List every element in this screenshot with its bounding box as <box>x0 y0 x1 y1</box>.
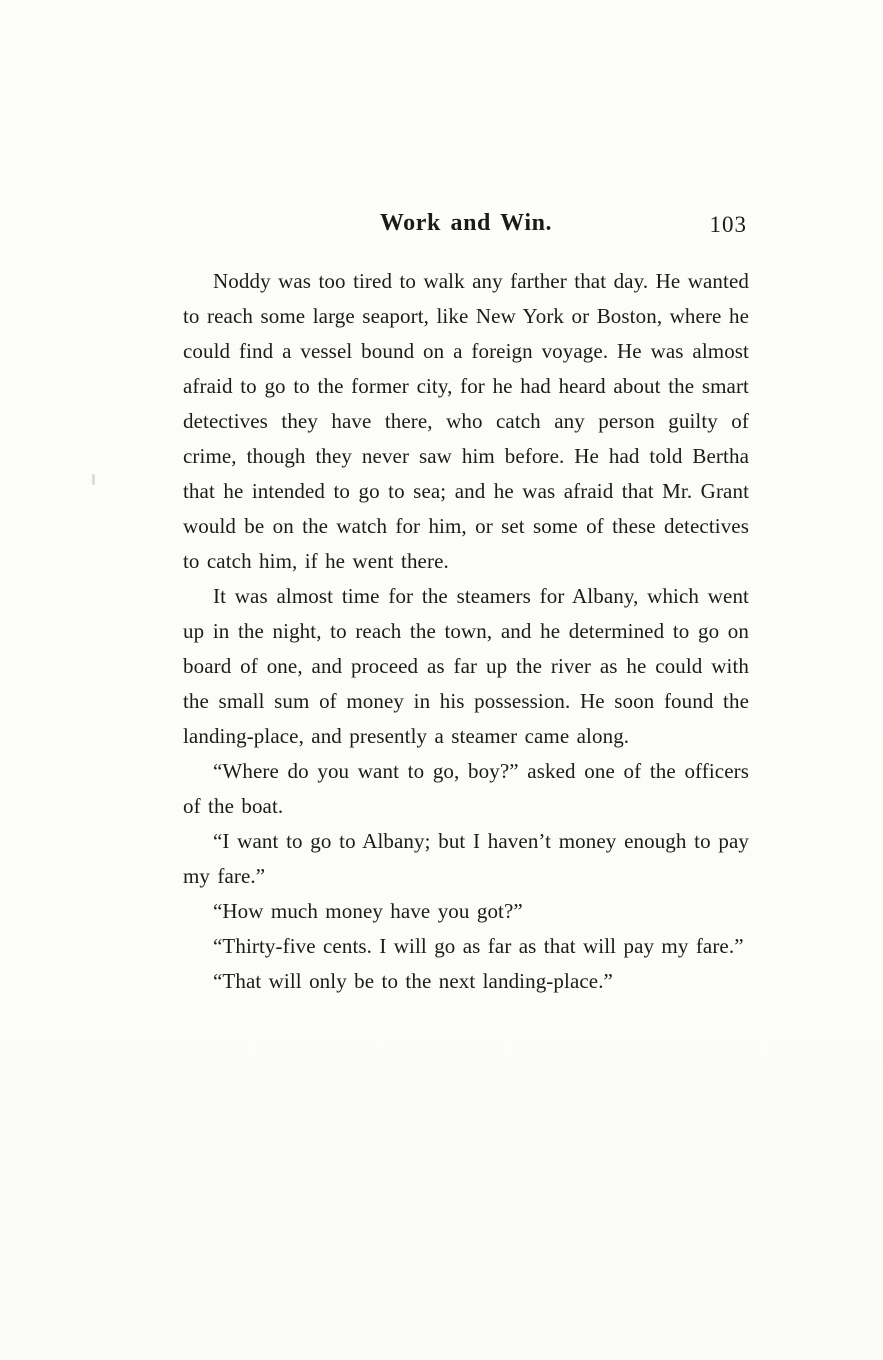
text-block <box>183 210 749 999</box>
page-number: 103 <box>709 212 747 237</box>
paragraph: It was almost time for the steamers for Albany, which went up in the night, to reach the town, and he determined to go on board of one, and proceed as far up the river as he could with the small sum of money in his possession. He soon found the landing-place, and presently a steamer came along. <box>183 584 749 748</box>
paragraph: “I want to go to Albany; but I haven’t money enough to pay my fare.” <box>183 829 749 888</box>
page-title: Work and Win. <box>379 210 553 236</box>
paragraph: “That will only be to the next landing-place.” <box>213 969 613 993</box>
paragraph: Noddy was too tired to walk any farther that day. He wanted to reach some large seaport, like New York or Boston, where he could find a vessel bound on a foreign voyage. He was almost afraid to go to the former city, for he had heard about the smart detectives they have there, who catch any person guilty of crime, though they never saw him before. He had told Bertha that he intended to go to sea; and he was afraid that Mr. Grant would be on the watch for him, or set some of these detectives to catch him, if he went there. <box>183 269 749 573</box>
running-header <box>183 210 749 244</box>
scan-speck <box>92 474 95 485</box>
body-text <box>183 264 749 999</box>
paragraph: “Thirty-five cents. I will go as far as that will pay my fare.” <box>213 934 744 958</box>
paragraph: “Where do you want to go, boy?” asked one of the officers of the boat. <box>183 759 749 818</box>
paragraph: “How much money have you got?” <box>213 899 523 923</box>
